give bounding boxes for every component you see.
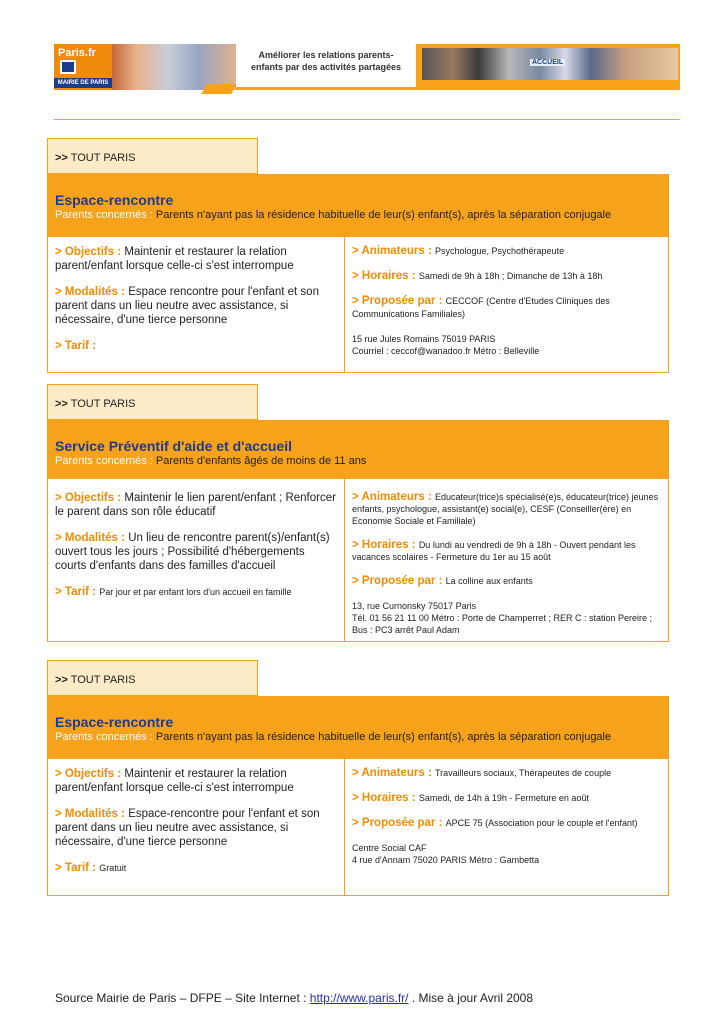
section-body bbox=[47, 236, 669, 373]
modalites: > Modalités : Espace-rencontre pour l'enfant et son parent dans un lieu neutre avec assistance, si nécessaire, d'une tierce personne bbox=[55, 808, 320, 848]
section-tab bbox=[47, 138, 258, 174]
tarif: > Tarif : Par jour et par enfant lors d'un accueil en famille bbox=[55, 586, 292, 598]
proposee-par: > Proposée par : CECCOF (Centre d'Etudes Cliniques des Communications Familiales) bbox=[352, 295, 610, 319]
section-tab bbox=[47, 660, 258, 696]
objectifs: > Objectifs : Maintenir le lien parent/enfant ; Renforcer le parent dans son rôle éducatif bbox=[55, 492, 336, 518]
tab-label: >> TOUT PARIS bbox=[55, 398, 136, 410]
objectifs: > Objectifs : Maintenir et restaurer la relation parent/enfant lorsque celle-ci s'est interrompue bbox=[55, 246, 294, 272]
banner-decoration bbox=[201, 84, 237, 94]
horaires: > Horaires : Samedi de 9h à 18h ; Dimanche de 13h à 18h bbox=[352, 270, 603, 282]
modalites: > Modalités : Espace rencontre pour l'enfant et son parent dans un lieu neutre avec assistance, si nécessaire, d'une tierce personne bbox=[55, 286, 319, 326]
banner-title-line1: Améliorer les relations parents- bbox=[258, 50, 394, 60]
section-body bbox=[47, 479, 669, 642]
section-title: Espace-rencontre bbox=[55, 714, 174, 730]
right-column bbox=[345, 759, 668, 895]
footer-suffix: . Mise à jour Avril 2008 bbox=[411, 991, 534, 1005]
paris-emblem-icon bbox=[60, 60, 76, 74]
section-header bbox=[47, 420, 669, 479]
animateurs: > Animateurs : Educateur(trice)s spécialisé(e)s, éducateur(trice) jeunes enfants, psychologue, assistant(e) social(e), CESF (Conseiller(ère) en Economie Sociale et Familiale) bbox=[352, 491, 659, 526]
paris-fr-link[interactable]: http://www.paris.fr/ bbox=[309, 991, 409, 1005]
logo-subtitle: MAIRIE DE PARIS bbox=[54, 78, 112, 88]
address: 15 rue Jules Romains 75019 PARIS Courriel : ceccof@wanadoo.fr Métro : Belleville bbox=[352, 334, 540, 356]
section-title: Espace-rencontre bbox=[55, 192, 174, 208]
tab-label: >> TOUT PARIS bbox=[55, 152, 136, 164]
section-header bbox=[47, 696, 669, 758]
address: 13, rue Curnonsky 75017 Paris Tél. 01 56 21 11 00 Métro : Porte de Champerret ; RER C : station Pereire ; Bus : PC3 arrêt Paul Adam bbox=[352, 601, 652, 635]
section-body bbox=[47, 758, 669, 896]
objectifs: > Objectifs : Maintenir et restaurer la relation parent/enfant lorsque celle-ci s'est interrompue bbox=[55, 768, 294, 794]
animateurs: > Animateurs : Psychologue, Psychothérapeute bbox=[352, 245, 565, 257]
parents-concernes: Parents concernés : Parents n'ayant pas la résidence habituelle de leur(s) enfant(s), après la séparation conjugale bbox=[55, 209, 612, 221]
right-column bbox=[345, 237, 668, 372]
tarif: > Tarif : Gratuit bbox=[55, 862, 127, 874]
tarif: > Tarif : bbox=[55, 340, 97, 352]
section-header bbox=[47, 174, 669, 236]
parents-concernes: Parents concernés : Parents n'ayant pas la résidence habituelle de leur(s) enfant(s), après la séparation conjugale bbox=[55, 731, 612, 743]
banner-title bbox=[236, 49, 416, 73]
proposee-par: > Proposée par : APCE 75 (Association pour le couple et l'enfant) bbox=[352, 817, 638, 829]
horaires: > Horaires : Samedi, de 14h à 19h - Fermeture en août bbox=[352, 792, 589, 804]
header-divider bbox=[54, 119, 680, 120]
address: Centre Social CAF 4 rue d'Annam 75020 PARIS Métro : Gambetta bbox=[352, 843, 540, 865]
parents-concernes: Parents concernés : Parents d'enfants âgés de moins de 11 ans bbox=[55, 455, 367, 467]
right-column bbox=[345, 479, 668, 641]
modalites: > Modalités : Un lieu de rencontre parent(s)/enfant(s) ouvert tous les jours ; Possibilité d'hébergements courts d'enfants dans des familles d'accueil bbox=[55, 532, 330, 572]
logo-text: Paris.fr bbox=[58, 47, 96, 59]
accueil-sign: ACCUEIL bbox=[532, 59, 564, 66]
section-title: Service Préventif d'aide et d'accueil bbox=[55, 438, 292, 454]
tab-label: >> TOUT PARIS bbox=[55, 674, 136, 686]
footer-prefix: Source Mairie de Paris – DFPE – Site Internet : bbox=[55, 991, 307, 1005]
footer-source bbox=[55, 991, 533, 1005]
animateurs: > Animateurs : Travailleurs sociaux, Thérapeutes de couple bbox=[352, 767, 612, 779]
proposee-par: > Proposée par : La colline aux enfants bbox=[352, 575, 533, 587]
header-banner bbox=[54, 44, 680, 96]
left-column bbox=[48, 479, 345, 641]
horaires: > Horaires : Du lundi au vendredi de 9h à 18h - Ouvert pendant les vacances scolaires - Fermeture du 1er au 15 août bbox=[352, 539, 636, 562]
banner-title-line2: enfants par des activités partagées bbox=[250, 62, 402, 72]
left-column bbox=[48, 237, 345, 372]
section-tab bbox=[47, 384, 258, 420]
paris-logo[interactable] bbox=[54, 44, 112, 90]
left-column bbox=[48, 759, 345, 895]
